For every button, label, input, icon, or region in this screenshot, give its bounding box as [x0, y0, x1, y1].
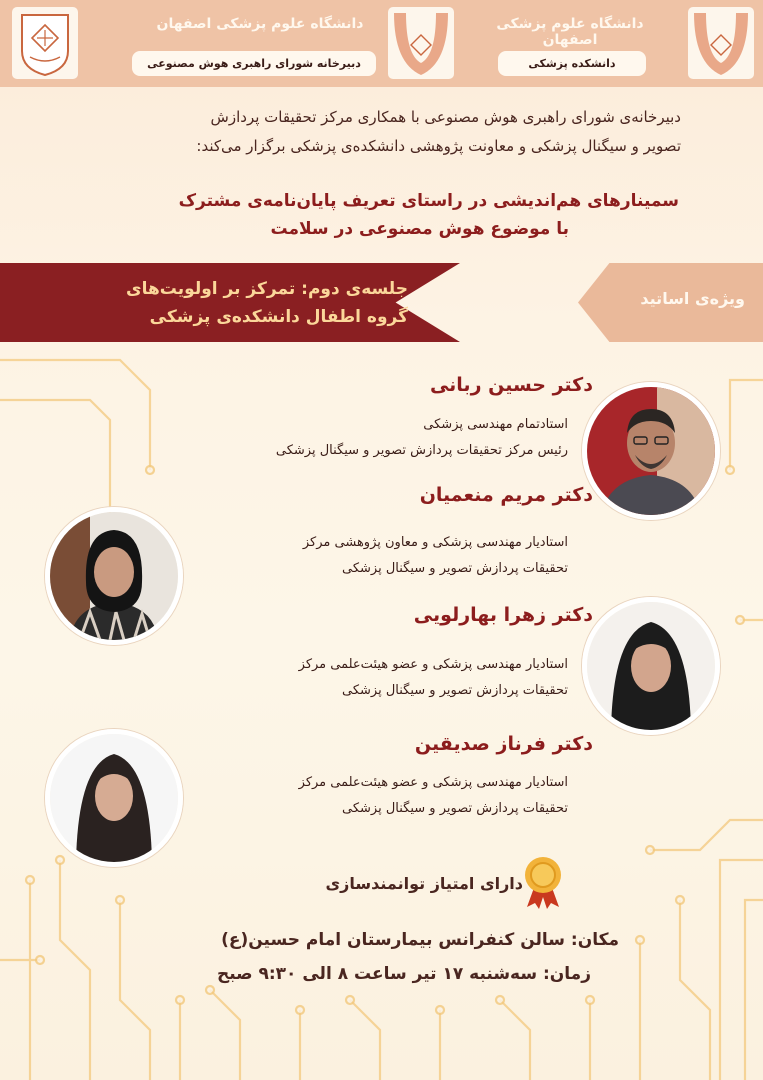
speaker-description	[303, 530, 568, 582]
university-emblem-icon	[688, 7, 754, 79]
left-university-name: دانشگاه علوم پزشکی اصفهان	[156, 16, 364, 32]
left-department-pill: دبیرخانه شورای راهبری هوش مصنوعی	[132, 51, 376, 76]
speaker-description	[299, 770, 568, 822]
event-location: مکان: سالن کنفرانس بیمارستان امام حسین(ع)	[221, 930, 619, 950]
seminar-title	[69, 187, 679, 243]
speaker-desc-line: استادیار مهندسی پزشکی و عضو هیئت‌علمی مرکز	[298, 775, 568, 790]
title-line: با موضوع هوش مصنوعی در سلامت	[270, 219, 569, 239]
speaker-photo	[45, 507, 183, 645]
title-line: سمینارهای هم‌اندیشی در راستای تعریف پایان‌نامه‌ی مشترک	[178, 191, 679, 211]
session-line: جلسه‌ی دوم: تمرکز بر اولویت‌های	[126, 279, 408, 299]
speaker-desc-line: تحقیقات پردازش تصویر و سیگنال پزشکی	[342, 683, 568, 698]
university-emblem-icon	[12, 7, 78, 79]
university-emblem-icon	[388, 7, 454, 79]
speaker-name: دکتر زهرا بهارلویی	[413, 604, 593, 626]
speaker-desc-line: استادتمام مهندسی پزشکی	[423, 417, 568, 432]
right-department-pill: دانشکده پزشکی	[498, 51, 646, 76]
event-time: زمان: سه‌شنبه ۱۷ تیر ساعت ۸ الی ۹:۳۰ صبح	[216, 964, 591, 984]
speaker-description	[276, 412, 568, 464]
session-line: گروه اطفال دانشکده‌ی پزشکی	[149, 307, 408, 327]
speaker-desc-line: تحقیقات پردازش تصویر و سیگنال پزشکی	[342, 561, 568, 576]
medal-icon	[519, 855, 567, 909]
intro-line: تصویر و سیگنال پزشکی و معاونت پژوهشی دانشکده‌ی پزشکی برگزار می‌کند:	[196, 137, 681, 155]
speaker-desc-line: استادیار مهندسی پزشکی و معاون پژوهشی مرکز	[302, 535, 568, 550]
speaker-desc-line: تحقیقات پردازش تصویر و سیگنال پزشکی	[342, 801, 568, 816]
session-heading	[18, 275, 408, 331]
speaker-name: دکتر فرناز صدیقین	[414, 733, 593, 755]
speaker-photo	[582, 382, 720, 520]
speaker-description	[299, 652, 568, 704]
speaker-photo	[582, 597, 720, 735]
credit-badge-label: دارای امتیاز توانمندسازی	[325, 874, 523, 893]
speaker-desc-line: استادیار مهندسی پزشکی و عضو هیئت‌علمی مرکز	[298, 657, 568, 672]
intro-paragraph	[61, 103, 681, 161]
right-university-name: دانشگاه علوم پزشکی اصفهان	[496, 16, 644, 48]
speaker-name: دکتر حسین ربانی	[429, 374, 593, 396]
header-banner	[0, 0, 763, 87]
audience-label: ویژه‌ی اساتید	[640, 289, 745, 308]
speaker-name: دکتر مریم منعمیان	[419, 484, 593, 506]
intro-line: دبیرخانه‌ی شورای راهبری هوش مصنوعی با همکاری مرکز تحقیقات پردازش	[210, 108, 681, 126]
speaker-desc-line: رئیس مرکز تحقیقات پردازش تصویر و سیگنال پزشکی	[275, 443, 568, 458]
speaker-photo	[45, 729, 183, 867]
